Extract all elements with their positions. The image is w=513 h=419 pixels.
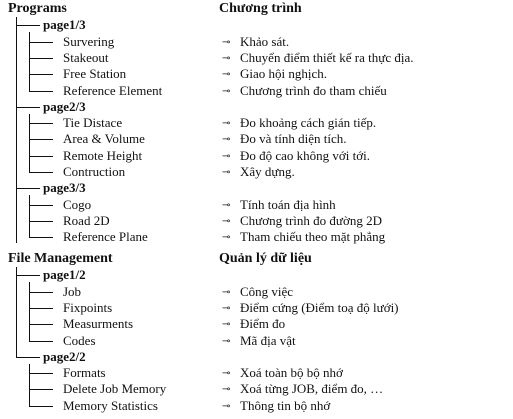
menu-item-label: Codes — [63, 332, 96, 348]
menu-item-description: Đo độ cao không với tới. — [240, 147, 371, 163]
menu-item-label: Area & Volume — [63, 131, 145, 147]
tree-branch-line — [29, 237, 53, 238]
page-label: page3/3 — [43, 180, 86, 196]
tree-trunk-line — [29, 114, 30, 173]
arrow-icon: ⊸ — [222, 85, 231, 97]
tree-trunk-line — [29, 32, 30, 91]
page-label: page2/3 — [43, 98, 86, 114]
menu-item-label: Delete Job Memory — [63, 381, 167, 397]
page-label: page2/2 — [43, 348, 86, 364]
menu-item-description: Mã địa vật — [240, 332, 296, 348]
menu-item-description: Chuyển điểm thiết kế ra thực địa. — [240, 49, 414, 65]
arrow-icon: ⊸ — [222, 335, 231, 347]
menu-item-label: Measurments — [63, 316, 134, 332]
tree-branch-line — [29, 292, 53, 293]
menu-item-description: Điểm đo — [240, 316, 286, 332]
tree-trunk-line — [29, 195, 30, 238]
tree-branch-line — [16, 357, 40, 358]
tree-branch-line — [29, 221, 53, 222]
arrow-icon: ⊸ — [222, 52, 231, 64]
menu-item-label: Fixpoints — [63, 299, 113, 315]
tree-branch-line — [29, 308, 53, 309]
menu-item-description: Chương trình đo đường 2D — [240, 212, 382, 228]
menu-item-description: Xoá toàn bộ bộ nhớ — [240, 365, 343, 381]
tree-branch-line — [16, 275, 40, 276]
arrow-icon: ⊸ — [222, 232, 231, 244]
menu-item-description: Điểm cứng (Điểm toạ độ lưới) — [240, 299, 399, 315]
tree-branch-line — [16, 188, 40, 189]
arrow-icon: ⊸ — [222, 302, 231, 314]
menu-item-description: Giao hội nghịch. — [240, 66, 328, 82]
menu-item-label: Formats — [63, 365, 106, 381]
tree-branch-line — [29, 91, 53, 92]
section-title: Programs — [8, 1, 67, 16]
menu-item-description: Đo khoảng cách gián tiếp. — [240, 115, 377, 131]
menu-item-label: Reference Plane — [63, 229, 148, 245]
arrow-icon: ⊸ — [222, 150, 231, 162]
arrow-icon: ⊸ — [222, 134, 231, 146]
tree-branch-line — [29, 324, 53, 325]
menu-item-label: Job — [63, 283, 82, 299]
menu-item-label: Cogo — [63, 196, 92, 212]
menu-item-label: Stakeout — [63, 49, 109, 65]
page-label: page1/2 — [43, 267, 86, 283]
menu-item-label: Road 2D — [63, 212, 110, 228]
menu-item-description: Khảo sát. — [240, 33, 290, 49]
arrow-icon: ⊸ — [222, 199, 231, 211]
tree-trunk-line — [16, 17, 17, 243]
menu-item-description: Xoá từng JOB, điểm đo, … — [240, 381, 384, 397]
tree-branch-line — [29, 156, 53, 157]
arrow-icon: ⊸ — [222, 118, 231, 130]
tree-trunk-line — [29, 282, 30, 341]
arrow-icon: ⊸ — [222, 319, 231, 331]
tree-branch-line — [29, 139, 53, 140]
tree-branch-line — [29, 42, 53, 43]
tree-branch-line — [29, 406, 53, 407]
arrow-icon: ⊸ — [222, 384, 231, 396]
menu-item-description: Công việc — [240, 283, 294, 299]
menu-item-label: Remote Height — [63, 147, 143, 163]
tree-branch-line — [16, 25, 40, 26]
tree-branch-line — [16, 107, 40, 108]
arrow-icon: ⊸ — [222, 69, 231, 81]
menu-item-label: Reference Element — [63, 82, 163, 98]
arrow-icon: ⊸ — [222, 286, 231, 298]
tree-branch-line — [29, 205, 53, 206]
menu-item-label: Memory Statistics — [63, 397, 158, 413]
menu-item-label: Survering — [63, 33, 115, 49]
menu-item-label: Tie Distace — [63, 115, 123, 131]
section-title: File Management — [8, 251, 113, 266]
arrow-icon: ⊸ — [222, 167, 231, 178]
tree-branch-line — [29, 74, 53, 75]
menu-item-description: Đo và tính diện tích. — [240, 131, 347, 147]
section-title-vn: Chương trình — [219, 1, 302, 16]
menu-item-label: Contruction — [63, 164, 126, 179]
section-title-vn: Quản lý dữ liệu — [219, 251, 312, 266]
menu-item-description: Chương trình đo tham chiếu — [240, 82, 387, 98]
tree-branch-line — [29, 172, 53, 173]
tree-branch-line — [29, 58, 53, 59]
tree-branch-line — [29, 341, 53, 342]
tree-branch-line — [29, 389, 53, 390]
tree-branch-line — [29, 123, 53, 124]
page-label: page1/3 — [43, 17, 86, 33]
menu-item-label: Free Station — [63, 66, 127, 82]
menu-item-description: Tham chiếu theo mặt phẳng — [240, 229, 386, 245]
arrow-icon: ⊸ — [222, 36, 231, 48]
arrow-icon: ⊸ — [222, 368, 231, 380]
arrow-icon: ⊸ — [222, 400, 231, 412]
menu-item-description: Tính toán địa hình — [240, 196, 336, 212]
menu-item-description: Xây dựng. — [240, 164, 295, 179]
menu-item-description: Thông tin bộ nhớ — [240, 397, 331, 413]
tree-branch-line — [29, 373, 53, 374]
tree-trunk-line — [29, 364, 30, 407]
tree-trunk-line — [16, 267, 17, 358]
arrow-icon: ⊸ — [222, 215, 231, 227]
